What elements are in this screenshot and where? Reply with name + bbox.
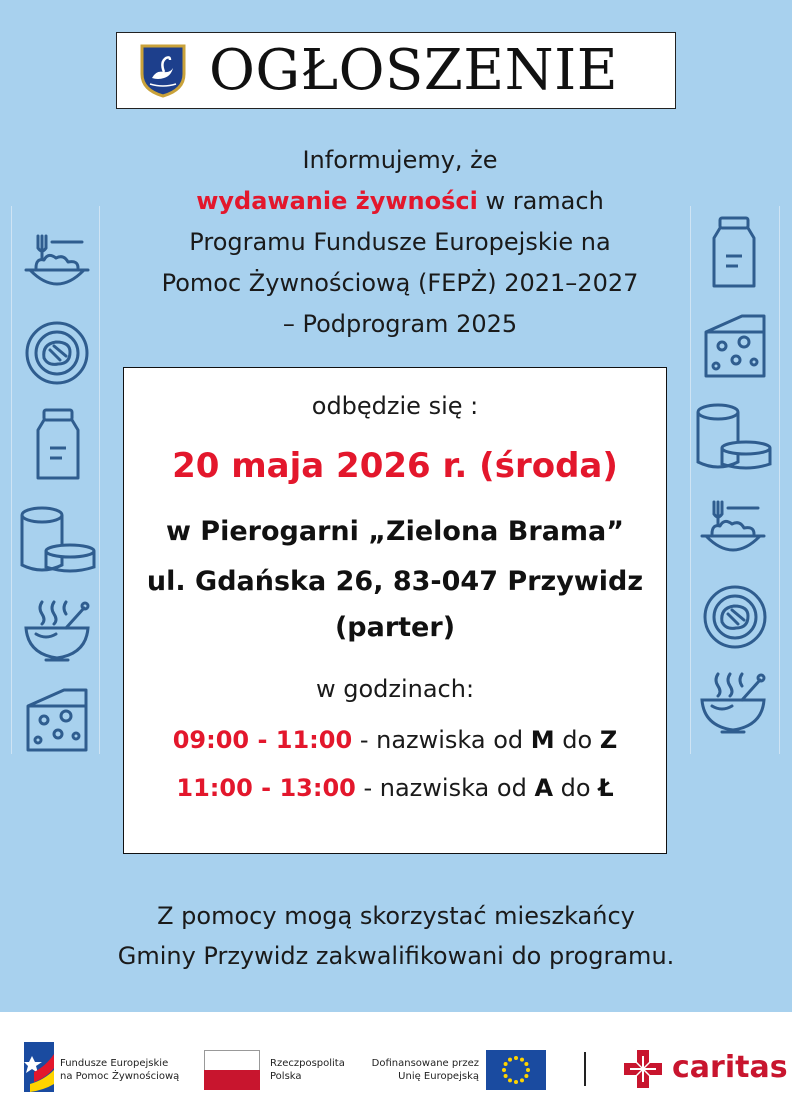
left-divider-inner (99, 206, 100, 754)
milk-carton-icon (36, 408, 80, 482)
eu-logo-text (371, 1057, 479, 1083)
slot-2-time: 11:00 - 13:00 (176, 774, 356, 802)
soup-bowl-icon (22, 598, 92, 666)
eu-line-2: Unię Europejską (398, 1071, 479, 1082)
eu-line-1: Dofinansowane przez (371, 1058, 479, 1069)
plate-icon-right (702, 584, 768, 650)
polish-flag-icon (204, 1050, 260, 1090)
event-place: w Pierogarni „Zielona Brama” (165, 516, 625, 547)
rp-line-2: Polska (270, 1071, 302, 1082)
cheese-icon (24, 686, 90, 754)
plate-icon (24, 320, 90, 386)
eligibility-line-1: Z pomocy mogą skorzystać mieszkańcy (157, 902, 635, 930)
fepz-line-1: Fundusze Europejskie (60, 1058, 169, 1069)
slot-1-mid: do (554, 726, 600, 754)
rp-line-1: Rzeczpospolita (270, 1058, 345, 1069)
event-info-box (123, 367, 667, 854)
slot-1-time: 09:00 - 11:00 (172, 726, 353, 754)
caritas-logo-text: caritas (672, 1050, 788, 1085)
event-intro: odbędzie się : (311, 392, 479, 420)
eligibility-line-2: Gminy Przywidz zakwalifikowani do programu. (117, 942, 675, 970)
slot-1-text: - nazwiska od (352, 726, 531, 754)
intro-line-1: Informujemy, że (302, 146, 498, 174)
time-slot-2 (124, 768, 666, 808)
event-address: ul. Gdańska 26, 83-047 Przywidz (146, 566, 644, 597)
slot-2-from: A (534, 774, 554, 802)
caritas-cross-icon (622, 1048, 664, 1090)
page-title: OGŁOSZENIE (209, 38, 619, 103)
right-divider (779, 206, 780, 754)
intro-highlight: wydawanie żywności (196, 187, 478, 215)
title-box (116, 32, 676, 109)
intro-line-2 (100, 181, 700, 222)
intro-line-4: Pomoc Żywnościową (FEPŻ) 2021–2027 (161, 269, 639, 297)
intro-text (100, 140, 700, 345)
eligibility-text (40, 896, 752, 976)
fepz-logo-icon (24, 1042, 54, 1092)
time-slot-1 (124, 720, 666, 760)
soup-bowl-icon-right (698, 670, 768, 738)
right-divider-inner (690, 206, 691, 754)
fepz-line-2: na Pomoc Żywnościową (60, 1071, 180, 1082)
cans-icon-right (694, 402, 774, 474)
intro-line-3: Programu Fundusze Europejskie na (189, 228, 611, 256)
event-floor: (parter) (334, 612, 456, 643)
event-date: 20 maja 2026 r. (środa) (172, 446, 618, 486)
fepz-logo-text (60, 1057, 179, 1083)
intro-line-2-rest: w ramach (477, 187, 604, 215)
slot-2-mid: do (553, 774, 599, 802)
slot-2-text: - nazwiska od (355, 774, 535, 802)
spaghetti-icon (22, 228, 92, 298)
logo-separator (584, 1052, 586, 1086)
rp-logo-text (270, 1057, 345, 1083)
slot-1-to: Z (599, 726, 618, 754)
eu-flag-icon (486, 1050, 546, 1090)
intro-line-5: – Podprogram 2025 (282, 310, 518, 338)
hours-label: w godzinach: (315, 675, 475, 703)
crest-icon (140, 44, 186, 98)
cans-icon (18, 505, 98, 577)
slot-1-from: M (530, 726, 555, 754)
cheese-icon-right (702, 312, 768, 380)
slot-2-to: Ł (598, 774, 614, 802)
milk-carton-icon-right (712, 216, 756, 290)
left-divider (11, 206, 12, 754)
spaghetti-icon-right (698, 494, 768, 564)
